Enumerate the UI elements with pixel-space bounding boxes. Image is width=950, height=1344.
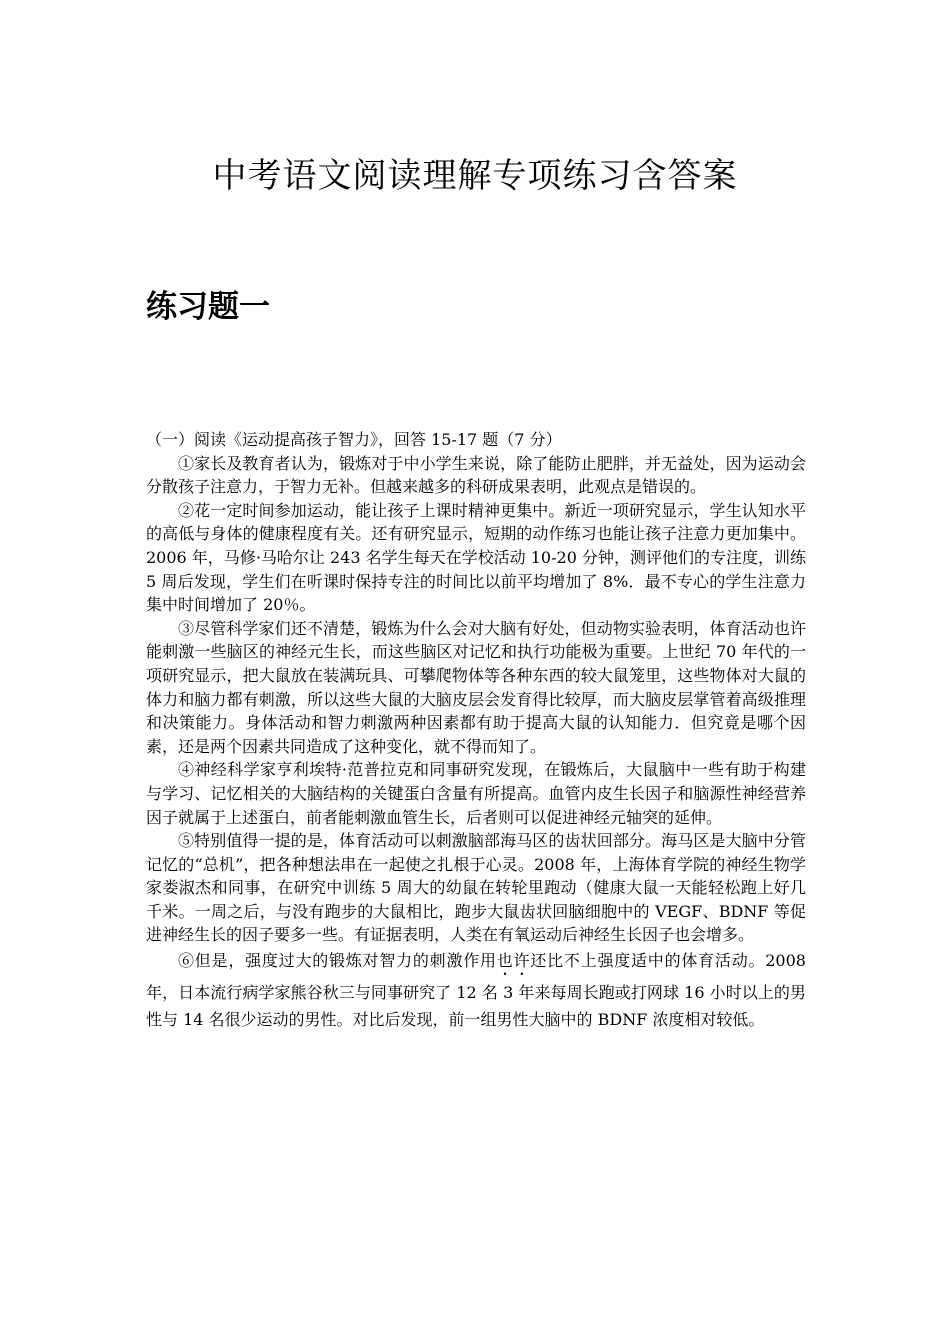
reading-passage <box>146 428 806 1033</box>
paragraph-6 <box>146 947 806 1033</box>
emphasis-dotted-text: 也许 <box>496 951 531 971</box>
paragraph-1: ①家长及教育者认为，锻炼对于中小学生来说，除了能防止肥胖，并无益处，因为运动会分散孩子注意力，于智力无补。但越来越多的科研成果表明，此观点是错误的。 <box>146 453 806 497</box>
paragraph-5: ⑤特别值得一提的是，体育活动可以刺激脑部海马区的齿状回部分。海马区是大脑中分管记忆的“总机”，把各种想法串在一起使之扎根于心灵。2008 年，上海体育学院的神经生物学家娄淑杰和同事，在研究中训练 5 周大的幼鼠在转轮里跑动（健康大鼠一天能轻松跑上好几千米。一周之后，与没有跑步的大鼠相比，跑步大鼠齿状回脑细胞中的 VEGF、BDNF 等促进神经生长的因子要多一些。有证据表明，人类在有氧运动后神经生长因子也会增多。 <box>146 831 806 945</box>
question-intro: （一）阅读《运动提高孩子智力》，回答 15-17 题（7 分） <box>146 430 562 449</box>
paragraph-4: ④神经科学家亨利埃特·范普拉克和同事研究发现，在锻炼后，大鼠脑中一些有助于构建与学习、记忆相关的大脑结构的关键蛋白含量有所提高。血管内皮生长因子和脑源性神经营养因子就属于上述蛋白，前者能刺激血管生长，后者则可以促进神经元轴突的延伸。 <box>146 760 806 827</box>
paragraph-6-start: ⑥但是，强度过大的锻炼对智力的刺激作用 <box>178 951 497 971</box>
paragraph-2: ②花一定时间参加运动，能让孩子上课时精神更集中。新近一项研究显示，学生认知水平的高低与身体的健康程度有关。还有研究显示，短期的动作练习也能让孩子注意力更加集中。2006 年，马修·马哈尔让 243 名学生每天在学校活动 10-20 分钟，测评他们的专注度，训练 5 周后发现，学生们在听课时保持专注的时间比以前平均增加了 8%．最不专心的学生注意力集中时间增加了 20％。 <box>146 500 806 615</box>
document-title: 中考语文阅读理解专项练习含答案 <box>212 156 738 196</box>
section-heading: 练习题一 <box>146 289 270 325</box>
paragraph-3: ③尽管科学家们还不清楚，锻炼为什么会对大脑有好处，但动物实验表明，体育活动也许能刺激一些脑区的神经元生长，而这些脑区对记忆和执行功能极为重要。上世纪 70 年代的一项研究显示，把大鼠放在装满玩具、可攀爬物体等各种东西的较大鼠笼里，这些物体对大鼠的体力和脑力都有刺激，所以这些大鼠的大脑皮层会发育得比较厚，而大脑皮层掌管着高级推理和决策能力。身体活动和智力刺激两种因素都有助于提高大鼠的认知能力．但究竟是哪个因素，还是两个因素共同造成了这种变化，就不得而知了。 <box>146 618 806 756</box>
paragraph-6-end: 还比不上强度适中的体育活动。2008 年，日本流行病学家熊谷秋三与同事研究了 12 名 3 年来每周长跑或打网球 16 小时以上的男性与 14 名很少运动的男性。对比后发现，前一组男性大脑中的 BDNF 浓度相对较低。 <box>146 951 806 1030</box>
